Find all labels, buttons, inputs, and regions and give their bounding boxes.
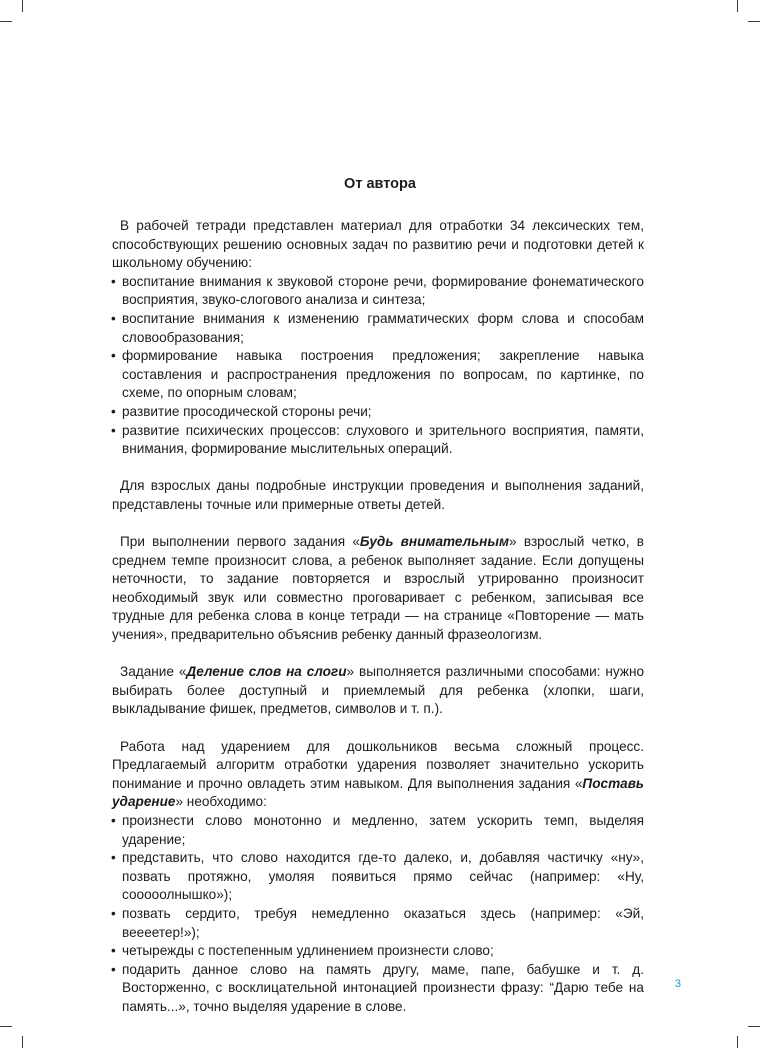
text-fragment: При выполнении первого задания « [120,534,360,550]
crop-mark [737,0,738,12]
task-name: Поставь ударение [112,775,644,810]
list-item: • подарить данное слово на память другу, маме, папе, бабушке и т. д. Восторженно, с восклицательной интонацией произнести фразу: “Дарю тебе на память...», точно выделяя ударение в слове. [112,961,644,1017]
task-name: Деление слов на слоги [186,664,347,680]
text-fragment: Задание « [120,664,187,680]
list-item: • формирование навыка построения предложения; закрепление навыка составления и распространения предложения по вопросам, по картинке, по схеме, по опорным словам; [112,347,644,403]
crop-mark [0,1026,12,1027]
task-stress-paragraph [112,738,644,812]
text-fragment: » необходимо: [175,794,267,810]
document-body [112,217,644,1017]
task-syllables-paragraph [112,663,644,719]
list-item: • представить, что слово находится где-то далеко, и, добавляя частичку «ну», позвать протяжно, умоляя появиться прямо сейчас (например: «Ну, сооооолнышко»); [112,849,644,905]
crop-mark [748,1026,760,1027]
task-attention-paragraph [112,533,644,645]
list-item: • позвать сердито, требуя немедленно оказаться здесь (например: «Эй, веееетер!»); [112,905,644,942]
intro-paragraph: В рабочей тетради представлен материал для отработки 34 лексических тем, способствующих решению основных задач по развитию речи и подготовки детей к школьному обучению: [112,218,644,271]
crop-mark [0,21,12,22]
list-item: • развитие психических процессов: слухового и зрительного восприятия, памяти, внимания, формирование мыслительных операций. [112,422,644,459]
stress-steps-list [112,812,644,1017]
page-number: 3 [674,978,681,990]
crop-mark [737,1036,738,1048]
task-name: Будь внимательным [359,534,510,550]
list-item: • воспитание внимания к звуковой стороне речи, формирование фонематического восприятия, звуко-слогового анализа и синтеза; [112,273,644,310]
text-fragment: » взрослый четко, в среднем темпе произносит слова, а ребенок выполняет задание. Если допущены неточности, то задание повторяется и взрослый утрированно произносит необходимый звук или совместно проговаривает с ребенком, записывая все трудные для ребенка слова в конце тетради — на странице «Повторение — мать учения», предварительно объяснив ребенку данный фразеологизм. [112,534,644,643]
crop-mark [748,21,760,22]
instructions-paragraph: Для взрослых даны подробные инструкции проведения и выполнения заданий, представлены точные или примерные ответы детей. [112,478,644,512]
crop-mark [22,1036,23,1048]
text-fragment: » выполняется различными способами: нужно выбирать более доступный и приемлемый для ребенка (хлопки, шаги, выкладывание фишек, предметов, символов и т. п.). [112,664,645,717]
page-title: От автора [344,176,416,192]
text-fragment: Работа над ударением для дошкольников весьма сложный процесс. Предлагаемый алгоритм отработки ударения позволяет значительно ускорить понимание и прочно овладеть этим навыком. Для выполнения задания « [112,738,644,791]
list-item: • произнести слово монотонно и медленно, затем ускорить темп, выделяя ударение; [112,812,644,849]
goals-list [112,273,644,459]
list-item: • воспитание внимания к изменению грамматических форм слова и способам словообразования; [112,310,644,347]
crop-mark [22,0,23,12]
list-item: • развитие просодической стороны речи; [112,403,644,422]
list-item: • четырежды с постепенным удлинением произнести слово; [112,942,644,961]
